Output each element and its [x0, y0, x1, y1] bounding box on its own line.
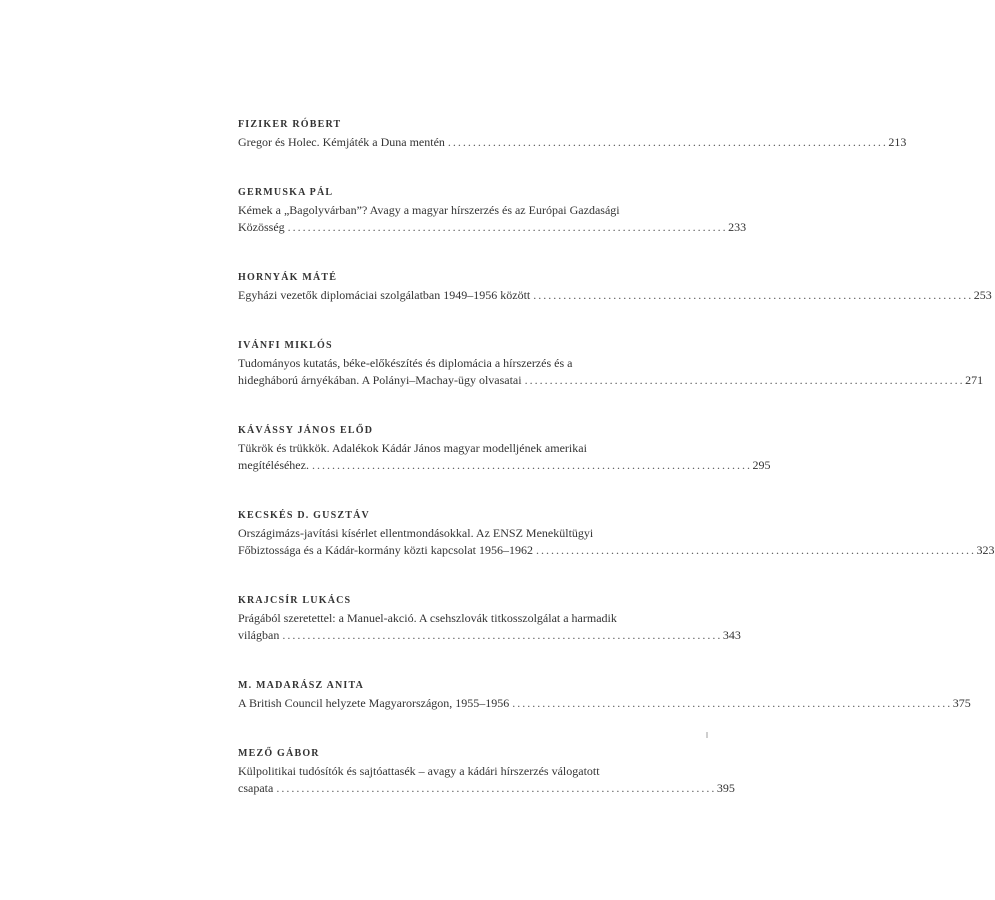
entry-title-line	[238, 287, 992, 304]
dot-leader	[512, 695, 950, 712]
entry-title-line	[238, 219, 747, 236]
entry-title: Gregor és Holec. Kémjáték a Duna mentén	[238, 135, 445, 149]
entry-title: Országimázs-javítási kísérlet ellentmondásokkal. Az ENSZ Menekültügyi	[238, 526, 594, 540]
entry-page-number: 233	[728, 220, 747, 234]
entry-title: Kémek a „Bagolyvárban”? Avagy a magyar hírszerzés és az Európai Gazdasági	[238, 203, 620, 217]
entry-page-number: 213	[888, 135, 907, 149]
entry-title: Egyházi vezetők diplomáciai szolgálatban 1949–1956 között	[238, 288, 531, 302]
entry-author: MEZŐ GÁBOR	[238, 748, 320, 759]
toc-entry	[238, 679, 971, 712]
entry-title: Tükrök és trükkök. Adalékok Kádár János magyar modelljének amerikai	[238, 441, 587, 455]
entry-author: FIZIKER RÓBERT	[238, 119, 342, 130]
entry-title-line	[238, 627, 741, 644]
entry-page-number: 271	[965, 373, 984, 387]
entry-title-continued: Közösség	[238, 220, 285, 234]
entry-title-continued: világban	[238, 628, 280, 642]
toc-entry	[238, 594, 741, 644]
toc-entry	[238, 424, 771, 474]
entry-title: Prágából szeretettel: a Manuel-akció. A csehszlovák titkosszolgálat a harmadik	[238, 611, 617, 625]
toc-entry	[238, 509, 995, 559]
entry-title-line	[238, 542, 995, 559]
dot-leader	[525, 372, 963, 389]
entry-title-line	[238, 695, 971, 712]
entry-author: IVÁNFI MIKLÓS	[238, 340, 333, 351]
toc-entry	[238, 271, 992, 304]
entry-page-number: 295	[752, 458, 771, 472]
entry-title-line	[238, 134, 907, 151]
entry-title: A British Council helyzete Magyarországon, 1955–1956	[238, 696, 510, 710]
dot-leader	[276, 780, 714, 797]
entry-page-number: 395	[716, 781, 735, 795]
table-of-contents	[238, 118, 995, 832]
dot-leader	[282, 627, 720, 644]
entry-title-continued: csapata	[238, 781, 274, 795]
entry-title-line	[238, 457, 771, 474]
dot-leader	[536, 542, 974, 559]
entry-author: GERMUSKA PÁL	[238, 187, 334, 198]
entry-title-continued: megítéléséhez.	[238, 458, 309, 472]
dot-leader	[533, 287, 971, 304]
toc-entry	[238, 186, 747, 236]
toc-entry	[238, 118, 907, 151]
entry-page-number: 323	[976, 543, 995, 557]
toc-entry	[238, 339, 984, 389]
entry-author: M. MADARÁSZ ANITA	[238, 680, 365, 691]
entry-author: KÁVÁSSY JÁNOS ELŐD	[238, 425, 374, 436]
toc-entry	[238, 747, 735, 797]
entry-title: Külpolitikai tudósítók és sajtóattasék – avagy a kádári hírszerzés válogatott	[238, 764, 600, 778]
entry-title-line	[238, 372, 984, 389]
entry-author: KRAJCSÍR LUKÁCS	[238, 595, 352, 606]
entry-title-continued: hidegháború árnyékában. A Polányi–Machay-ügy olvasatai	[238, 373, 522, 387]
entry-page-number: 375	[952, 696, 971, 710]
entry-title-continued: Főbiztossága és a Kádár-kormány közti kapcsolat 1956–1962	[238, 543, 534, 557]
dot-leader	[312, 457, 750, 474]
page-edge-mark	[706, 732, 708, 738]
entry-title: Tudományos kutatás, béke-előkészítés és diplomácia a hírszerzés és a	[238, 356, 573, 370]
entry-author: KECSKÉS D. GUSZTÁV	[238, 510, 370, 521]
entry-page-number: 253	[973, 288, 992, 302]
dot-leader	[448, 134, 886, 151]
entry-author: HORNYÁK MÁTÉ	[238, 272, 338, 283]
entry-title-line	[238, 780, 735, 797]
dot-leader	[288, 219, 726, 236]
entry-page-number: 343	[722, 628, 741, 642]
